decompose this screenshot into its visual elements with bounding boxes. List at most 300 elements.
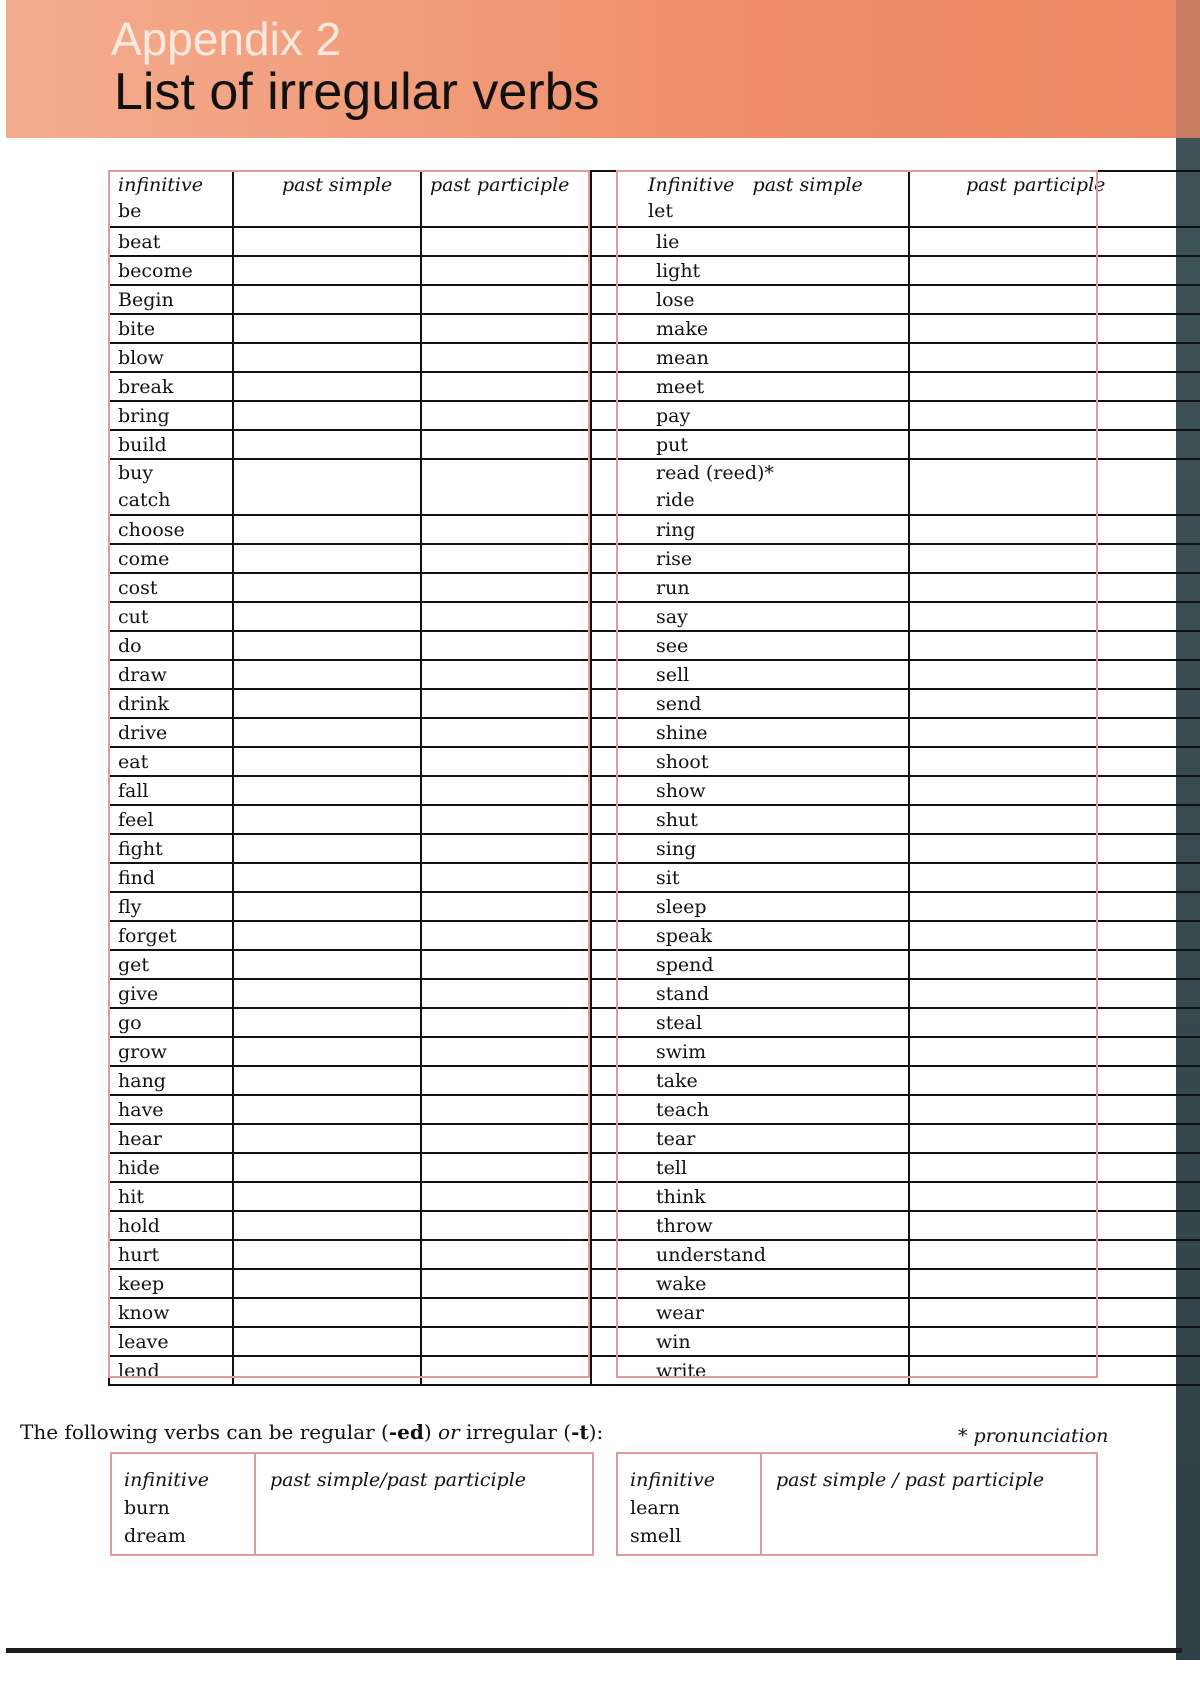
answer-cell[interactable] — [909, 314, 1200, 343]
verb-infinitive: understand — [591, 1240, 909, 1269]
table-row — [109, 950, 591, 979]
answer-cell[interactable] — [421, 805, 591, 834]
verb-infinitive: ride — [656, 489, 695, 511]
verb-infinitive: swim — [591, 1037, 909, 1066]
table-row — [109, 401, 591, 430]
answer-cell[interactable] — [421, 1356, 591, 1385]
box-label-infinitive: infinitive — [124, 1469, 209, 1491]
col-header-infinitive: Infinitive — [648, 174, 735, 196]
answer-cell[interactable] — [909, 892, 1200, 921]
verb-infinitive: lose — [591, 285, 909, 314]
verb-table-right — [590, 170, 1200, 1386]
table-row — [109, 892, 591, 921]
verb-infinitive: mean — [591, 343, 909, 372]
answer-cell[interactable] — [233, 430, 421, 459]
verb-infinitive: blow — [109, 343, 233, 372]
answer-cell[interactable] — [421, 372, 591, 401]
table-row — [591, 1066, 1200, 1095]
verb-infinitive: know — [109, 1298, 233, 1327]
answer-cell[interactable] — [421, 1066, 591, 1095]
table-row — [591, 1298, 1200, 1327]
verb-infinitive: keep — [109, 1269, 233, 1298]
answer-cell[interactable] — [909, 459, 1200, 515]
table-row — [591, 1356, 1200, 1385]
answer-cell[interactable] — [233, 747, 421, 776]
table-row — [109, 834, 591, 863]
appendix-kicker: Appendix 2 — [111, 13, 342, 65]
answer-cell[interactable] — [233, 459, 421, 515]
verb-infinitive: spend — [591, 950, 909, 979]
table-row — [109, 314, 591, 343]
col-header-infinitive-and-past-simple — [648, 172, 908, 198]
table-row — [591, 950, 1200, 979]
answer-cell[interactable] — [909, 573, 1200, 602]
table-row — [591, 718, 1200, 747]
verb-infinitive: have — [109, 1095, 233, 1124]
verb-infinitive-pair — [109, 459, 233, 515]
page-header — [6, 0, 1186, 138]
table-header-row — [591, 171, 1200, 227]
answer-cell[interactable] — [421, 573, 591, 602]
verb-infinitive: bite — [109, 314, 233, 343]
answer-cell[interactable] — [909, 834, 1200, 863]
answer-cell[interactable] — [233, 372, 421, 401]
answer-cell[interactable] — [909, 1240, 1200, 1269]
table-row — [109, 1066, 591, 1095]
table-row — [109, 1356, 591, 1385]
verb-infinitive: choose — [109, 515, 233, 544]
table-row — [109, 631, 591, 660]
answer-cell[interactable] — [233, 515, 421, 544]
answer-cell[interactable] — [421, 544, 591, 573]
verb-infinitive: say — [591, 602, 909, 631]
answer-cell[interactable] — [421, 747, 591, 776]
verb-infinitive: rise — [591, 544, 909, 573]
verb-infinitive: sleep — [591, 892, 909, 921]
answer-cell[interactable] — [421, 459, 591, 515]
verb-infinitive: shut — [591, 805, 909, 834]
verb-infinitive: meet — [591, 372, 909, 401]
answer-cell[interactable] — [909, 1327, 1200, 1356]
verb-infinitive: light — [591, 256, 909, 285]
answer-cell[interactable] — [233, 1269, 421, 1298]
table-row — [591, 631, 1200, 660]
verb-infinitive: pay — [591, 401, 909, 430]
answer-cell[interactable] — [421, 1037, 591, 1066]
answer-cell[interactable] — [909, 689, 1200, 718]
verb-infinitive: steal — [591, 1008, 909, 1037]
answer-cell[interactable] — [421, 285, 591, 314]
table-row — [109, 1124, 591, 1153]
table-row — [109, 1182, 591, 1211]
table-row — [591, 863, 1200, 892]
verb-infinitive: shoot — [591, 747, 909, 776]
header-cell — [591, 171, 909, 227]
verb-infinitive: shine — [591, 718, 909, 747]
verb-infinitive: get — [109, 950, 233, 979]
verb-infinitive: Begin — [109, 285, 233, 314]
answer-cell[interactable] — [233, 602, 421, 631]
table-row — [591, 544, 1200, 573]
table-row — [109, 1153, 591, 1182]
verb-infinitive: tear — [591, 1124, 909, 1153]
table-row — [109, 544, 591, 573]
answer-cell[interactable] — [909, 343, 1200, 372]
table-row — [109, 1211, 591, 1240]
table-row — [109, 921, 591, 950]
table-row — [591, 459, 1200, 515]
answer-cell[interactable] — [233, 1095, 421, 1124]
box-col-infinitive — [112, 1454, 256, 1554]
verb-infinitive: fight — [109, 834, 233, 863]
answer-cell[interactable] — [421, 1182, 591, 1211]
table-row — [109, 573, 591, 602]
answer-cell[interactable] — [421, 950, 591, 979]
verb-infinitive: take — [591, 1066, 909, 1095]
table-row — [591, 1327, 1200, 1356]
answer-cell[interactable] — [233, 343, 421, 372]
answer-cell[interactable] — [909, 747, 1200, 776]
verb-infinitive: speak — [591, 921, 909, 950]
answer-cell[interactable] — [421, 430, 591, 459]
answer-cell[interactable] — [909, 227, 1200, 256]
answer-cell[interactable] — [909, 285, 1200, 314]
verb-infinitive: find — [109, 863, 233, 892]
answer-cell[interactable] — [421, 602, 591, 631]
box-verb: smell — [630, 1525, 682, 1547]
verb-infinitive: write — [591, 1356, 909, 1385]
header-cell — [421, 171, 591, 227]
answer-cell[interactable] — [233, 1153, 421, 1182]
verb-infinitive: sell — [591, 660, 909, 689]
table-row — [591, 314, 1200, 343]
answer-cell[interactable] — [909, 1182, 1200, 1211]
answer-cell[interactable] — [909, 1037, 1200, 1066]
verb-infinitive: lie — [591, 227, 909, 256]
answer-cell[interactable] — [233, 950, 421, 979]
verb-infinitive: hit — [109, 1182, 233, 1211]
note-ed: -ed — [388, 1420, 424, 1444]
answer-cell[interactable] — [233, 776, 421, 805]
table-row — [109, 718, 591, 747]
answer-cell[interactable] — [909, 950, 1200, 979]
verb-infinitive: throw — [591, 1211, 909, 1240]
answer-cell[interactable] — [233, 544, 421, 573]
verb-infinitive: fall — [109, 776, 233, 805]
table-row — [591, 1153, 1200, 1182]
table-row — [109, 805, 591, 834]
verb-infinitive: teach — [591, 1095, 909, 1124]
verb-infinitive: drive — [109, 718, 233, 747]
answer-cell[interactable] — [909, 805, 1200, 834]
table-row — [591, 372, 1200, 401]
answer-cell[interactable] — [421, 776, 591, 805]
table-row — [109, 459, 591, 515]
table-row — [591, 1037, 1200, 1066]
answer-cell[interactable] — [233, 979, 421, 1008]
verb-infinitive: be — [118, 200, 142, 222]
answer-cell[interactable] — [233, 921, 421, 950]
verb-infinitive: catch — [118, 489, 171, 511]
answer-cell[interactable] — [421, 863, 591, 892]
answer-cell[interactable] — [421, 1211, 591, 1240]
answer-cell[interactable] — [421, 1269, 591, 1298]
answer-cell[interactable] — [421, 1095, 591, 1124]
answer-cell[interactable] — [421, 343, 591, 372]
answer-cell[interactable] — [909, 660, 1200, 689]
answer-cell[interactable] — [421, 631, 591, 660]
answer-cell[interactable] — [233, 285, 421, 314]
verb-infinitive: sit — [591, 863, 909, 892]
table-row — [109, 979, 591, 1008]
verb-infinitive: read (reed)* — [656, 462, 774, 484]
answer-cell[interactable] — [909, 430, 1200, 459]
table-row — [591, 1269, 1200, 1298]
verb-infinitive: sing — [591, 834, 909, 863]
page-title: List of irregular verbs — [114, 63, 600, 121]
verb-infinitive: show — [591, 776, 909, 805]
table-row — [591, 602, 1200, 631]
verb-infinitive: think — [591, 1182, 909, 1211]
answer-cell[interactable] — [233, 660, 421, 689]
verb-infinitive: hear — [109, 1124, 233, 1153]
table-row — [109, 372, 591, 401]
verb-infinitive: feel — [109, 805, 233, 834]
note-or: or — [438, 1420, 460, 1444]
col-header-past-participle: past participle — [966, 174, 1106, 196]
verb-infinitive: fly — [109, 892, 233, 921]
table-row — [591, 689, 1200, 718]
answer-cell[interactable] — [421, 1008, 591, 1037]
verb-infinitive: hang — [109, 1066, 233, 1095]
verb-infinitive: let — [648, 200, 673, 222]
answer-cell[interactable] — [233, 631, 421, 660]
table-row — [591, 285, 1200, 314]
verb-infinitive: become — [109, 256, 233, 285]
answer-cell[interactable] — [233, 573, 421, 602]
box-verb: dream — [124, 1525, 186, 1547]
verb-infinitive: put — [591, 430, 909, 459]
answer-cell[interactable] — [421, 256, 591, 285]
answer-cell[interactable] — [233, 1037, 421, 1066]
answer-cell[interactable] — [233, 256, 421, 285]
answer-cell[interactable] — [909, 631, 1200, 660]
pronunciation-note: * pronunciation — [958, 1425, 1109, 1447]
answer-cell[interactable] — [233, 1356, 421, 1385]
verb-infinitive: break — [109, 372, 233, 401]
answer-cell[interactable] — [909, 544, 1200, 573]
answer-cell[interactable] — [233, 401, 421, 430]
box-label-past: past simple / past participle — [776, 1469, 1045, 1491]
answer-cell[interactable] — [421, 1298, 591, 1327]
answer-cell[interactable] — [909, 256, 1200, 285]
table-row — [109, 863, 591, 892]
answer-cell[interactable] — [909, 602, 1200, 631]
answer-cell[interactable] — [233, 1066, 421, 1095]
table-row — [109, 515, 591, 544]
answer-cell[interactable] — [233, 863, 421, 892]
answer-cell[interactable] — [421, 660, 591, 689]
answer-cell[interactable] — [421, 314, 591, 343]
answer-cell[interactable] — [909, 401, 1200, 430]
table-row — [591, 1240, 1200, 1269]
table-row — [109, 1269, 591, 1298]
table-row — [109, 430, 591, 459]
note-t: -t — [571, 1420, 589, 1444]
table-row — [591, 1124, 1200, 1153]
table-header-row — [109, 171, 591, 227]
verb-infinitive: see — [591, 631, 909, 660]
verb-infinitive: give — [109, 979, 233, 1008]
answer-cell[interactable] — [909, 1095, 1200, 1124]
table-row — [591, 892, 1200, 921]
verb-infinitive: build — [109, 430, 233, 459]
answer-cell[interactable] — [909, 515, 1200, 544]
answer-cell[interactable] — [421, 979, 591, 1008]
answer-cell[interactable] — [233, 892, 421, 921]
header-cell — [233, 171, 421, 227]
verb-infinitive: bring — [109, 401, 233, 430]
verb-infinitive: stand — [591, 979, 909, 1008]
table-row — [109, 1037, 591, 1066]
answer-cell[interactable] — [233, 314, 421, 343]
bottom-rule — [6, 1648, 1182, 1653]
answer-cell[interactable] — [909, 372, 1200, 401]
answer-cell[interactable] — [909, 776, 1200, 805]
verb-infinitive: wake — [591, 1269, 909, 1298]
col-header-past-simple: past simple — [282, 174, 393, 196]
answer-cell[interactable] — [421, 401, 591, 430]
verb-infinitive: forget — [109, 921, 233, 950]
answer-cell[interactable] — [233, 1327, 421, 1356]
table-row — [591, 515, 1200, 544]
answer-cell[interactable] — [909, 1211, 1200, 1240]
table-row — [109, 1327, 591, 1356]
header-cell — [109, 171, 233, 227]
verb-infinitive: hurt — [109, 1240, 233, 1269]
table-row — [591, 401, 1200, 430]
answer-cell[interactable] — [909, 1298, 1200, 1327]
answer-cell[interactable] — [421, 834, 591, 863]
answer-cell[interactable] — [233, 1182, 421, 1211]
answer-cell[interactable] — [909, 1066, 1200, 1095]
col-header-past-simple: past simple — [752, 174, 863, 196]
answer-cell[interactable] — [421, 921, 591, 950]
verb-infinitive: send — [591, 689, 909, 718]
box-verb: burn — [124, 1497, 170, 1519]
verb-infinitive: hold — [109, 1211, 233, 1240]
answer-cell[interactable] — [421, 718, 591, 747]
table-row — [109, 1298, 591, 1327]
answer-cell[interactable] — [233, 805, 421, 834]
answer-cell[interactable] — [421, 689, 591, 718]
table-row — [109, 1240, 591, 1269]
answer-cell[interactable] — [909, 1153, 1200, 1182]
box-col-answer[interactable] — [762, 1454, 1096, 1554]
table-row — [109, 256, 591, 285]
table-row — [109, 285, 591, 314]
answer-cell[interactable] — [421, 1240, 591, 1269]
table-row — [109, 602, 591, 631]
table-row — [109, 1008, 591, 1037]
regular-irregular-box-left — [110, 1452, 594, 1556]
note-suffix: ): — [588, 1420, 604, 1444]
table-row — [591, 1182, 1200, 1211]
box-verb: learn — [630, 1497, 680, 1519]
table-row — [591, 805, 1200, 834]
table-row — [591, 979, 1200, 1008]
table-row — [591, 1211, 1200, 1240]
table-row — [591, 834, 1200, 863]
table-row — [109, 776, 591, 805]
answer-cell[interactable] — [233, 227, 421, 256]
table-row — [591, 573, 1200, 602]
answer-cell[interactable] — [909, 1269, 1200, 1298]
answer-cell[interactable] — [421, 1153, 591, 1182]
answer-cell[interactable] — [421, 1124, 591, 1153]
answer-cell[interactable] — [909, 1356, 1200, 1385]
verb-infinitive: tell — [591, 1153, 909, 1182]
verb-infinitive: grow — [109, 1037, 233, 1066]
answer-cell[interactable] — [233, 1298, 421, 1327]
table-row — [109, 689, 591, 718]
answer-cell[interactable] — [421, 892, 591, 921]
table-row — [109, 343, 591, 372]
box-label-past: past simple/past participle — [270, 1469, 527, 1491]
table-row — [591, 256, 1200, 285]
answer-cell[interactable] — [909, 863, 1200, 892]
answer-cell[interactable] — [909, 921, 1200, 950]
answer-cell[interactable] — [421, 227, 591, 256]
answer-cell[interactable] — [909, 718, 1200, 747]
verb-infinitive: run — [591, 573, 909, 602]
answer-cell[interactable] — [421, 515, 591, 544]
verb-infinitive: beat — [109, 227, 233, 256]
answer-cell[interactable] — [233, 834, 421, 863]
verb-infinitive: do — [109, 631, 233, 660]
verb-infinitive-pair — [591, 459, 909, 515]
table-row — [591, 430, 1200, 459]
answer-cell[interactable] — [421, 1327, 591, 1356]
answer-cell[interactable] — [909, 979, 1200, 1008]
answer-cell[interactable] — [233, 1008, 421, 1037]
table-row — [591, 1095, 1200, 1124]
answer-cell[interactable] — [909, 1124, 1200, 1153]
table-row — [109, 227, 591, 256]
table-row — [591, 921, 1200, 950]
answer-cell[interactable] — [233, 1124, 421, 1153]
table-row — [591, 227, 1200, 256]
verb-infinitive: draw — [109, 660, 233, 689]
answer-cell[interactable] — [233, 718, 421, 747]
table-row — [591, 343, 1200, 372]
verb-infinitive: make — [591, 314, 909, 343]
note-mid: ) — [423, 1420, 439, 1444]
answer-cell[interactable] — [233, 689, 421, 718]
answer-cell[interactable] — [233, 1240, 421, 1269]
table-row — [591, 660, 1200, 689]
table-row — [109, 747, 591, 776]
verb-infinitive: wear — [591, 1298, 909, 1327]
note-irregular: irregular ( — [459, 1420, 572, 1444]
answer-cell[interactable] — [233, 1211, 421, 1240]
table-row — [591, 747, 1200, 776]
box-col-answer[interactable] — [256, 1454, 592, 1554]
box-col-infinitive — [618, 1454, 762, 1554]
answer-cell[interactable] — [909, 1008, 1200, 1037]
table-row — [591, 776, 1200, 805]
verb-table-left — [108, 170, 592, 1386]
